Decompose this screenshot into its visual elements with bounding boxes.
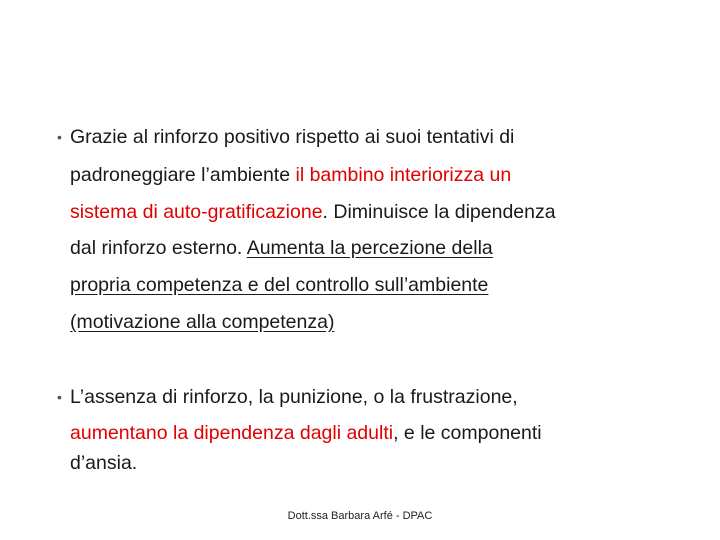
bullet-1-line-2 (70, 164, 511, 186)
underlined-text: (motivazione alla competenza) (70, 311, 335, 333)
bullet-2-line-3 (70, 452, 137, 474)
bullet-1-line-3 (70, 201, 556, 223)
text-segment: L’assenza di rinforzo, la punizione, o la frustrazione, (70, 386, 518, 408)
bullet-1-line-4 (70, 237, 493, 259)
bullet-2-line-1 (70, 386, 518, 408)
footer-credit: Dott.ssa Barbara Arfé - DPAC (287, 510, 433, 522)
highlighted-text: aumentano la dipendenza dagli adulti (70, 422, 394, 444)
bullet-1-line-6 (70, 311, 334, 333)
bullet-1-line-1 (70, 126, 514, 148)
underlined-text: propria competenza e del controllo sull’ambiente (70, 274, 489, 296)
text-segment: padroneggiare l’ambiente (70, 164, 296, 186)
text-segment: , e le componenti (393, 422, 542, 444)
bullet-marker: • (57, 129, 62, 145)
text-segment: . Diminuisce la dipendenza (322, 201, 556, 223)
underlined-text: Aumenta la percezione della (246, 237, 493, 259)
bullet-2-line-2 (70, 422, 542, 444)
highlighted-text: sistema di auto-gratificazione (70, 201, 323, 223)
text-segment: d’ansia. (70, 452, 138, 474)
bullet-marker: • (57, 389, 62, 405)
highlighted-text: il bambino interiorizza un (295, 164, 512, 186)
text-segment: dal rinforzo esterno. (70, 237, 247, 259)
text-segment: Grazie al rinforzo positivo rispetto ai suoi tentativi di (70, 126, 515, 148)
bullet-1-line-5 (70, 274, 488, 296)
